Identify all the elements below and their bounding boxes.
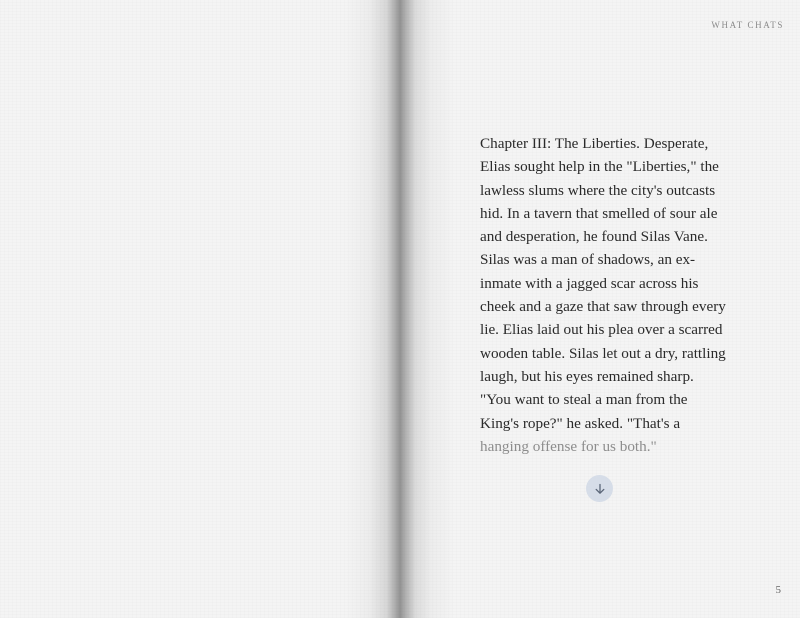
passage-line: lie. Elias laid out his plea over a scarred xyxy=(480,321,723,339)
passage-line: wooden table. Silas let out a dry, rattling xyxy=(480,344,726,362)
passage-line: hid. In a tavern that smelled of sour ale xyxy=(480,204,718,222)
passage-line: laugh, but his eyes remained sharp. xyxy=(480,367,694,385)
passage-line-faded: hanging offense for us both." xyxy=(480,437,657,455)
chapter-passage xyxy=(480,132,730,458)
passage-line: inmate with a jagged scar across his xyxy=(480,274,699,292)
passage-line: "You want to steal a man from the xyxy=(480,391,688,409)
page-number: 5 xyxy=(775,584,781,596)
passage-line: King's rope?" he asked. "That's a xyxy=(480,414,681,432)
running-head: WHAT CHATS xyxy=(711,20,784,30)
passage-line: lawless slums where the city's outcasts xyxy=(480,181,716,199)
passage-line: Elias sought help in the "Liberties," the xyxy=(480,158,719,176)
right-page xyxy=(400,0,800,618)
passage-line: Chapter III: The Liberties. Desperate, xyxy=(480,135,709,152)
arrow-down-icon xyxy=(594,483,606,495)
passage-line: cheek and a gaze that saw through every xyxy=(480,298,726,316)
passage-line: and desperation, he found Silas Vane. xyxy=(480,228,708,246)
scroll-down-button[interactable] xyxy=(586,475,613,502)
passage-line: Silas was a man of shadows, an ex- xyxy=(480,251,696,269)
